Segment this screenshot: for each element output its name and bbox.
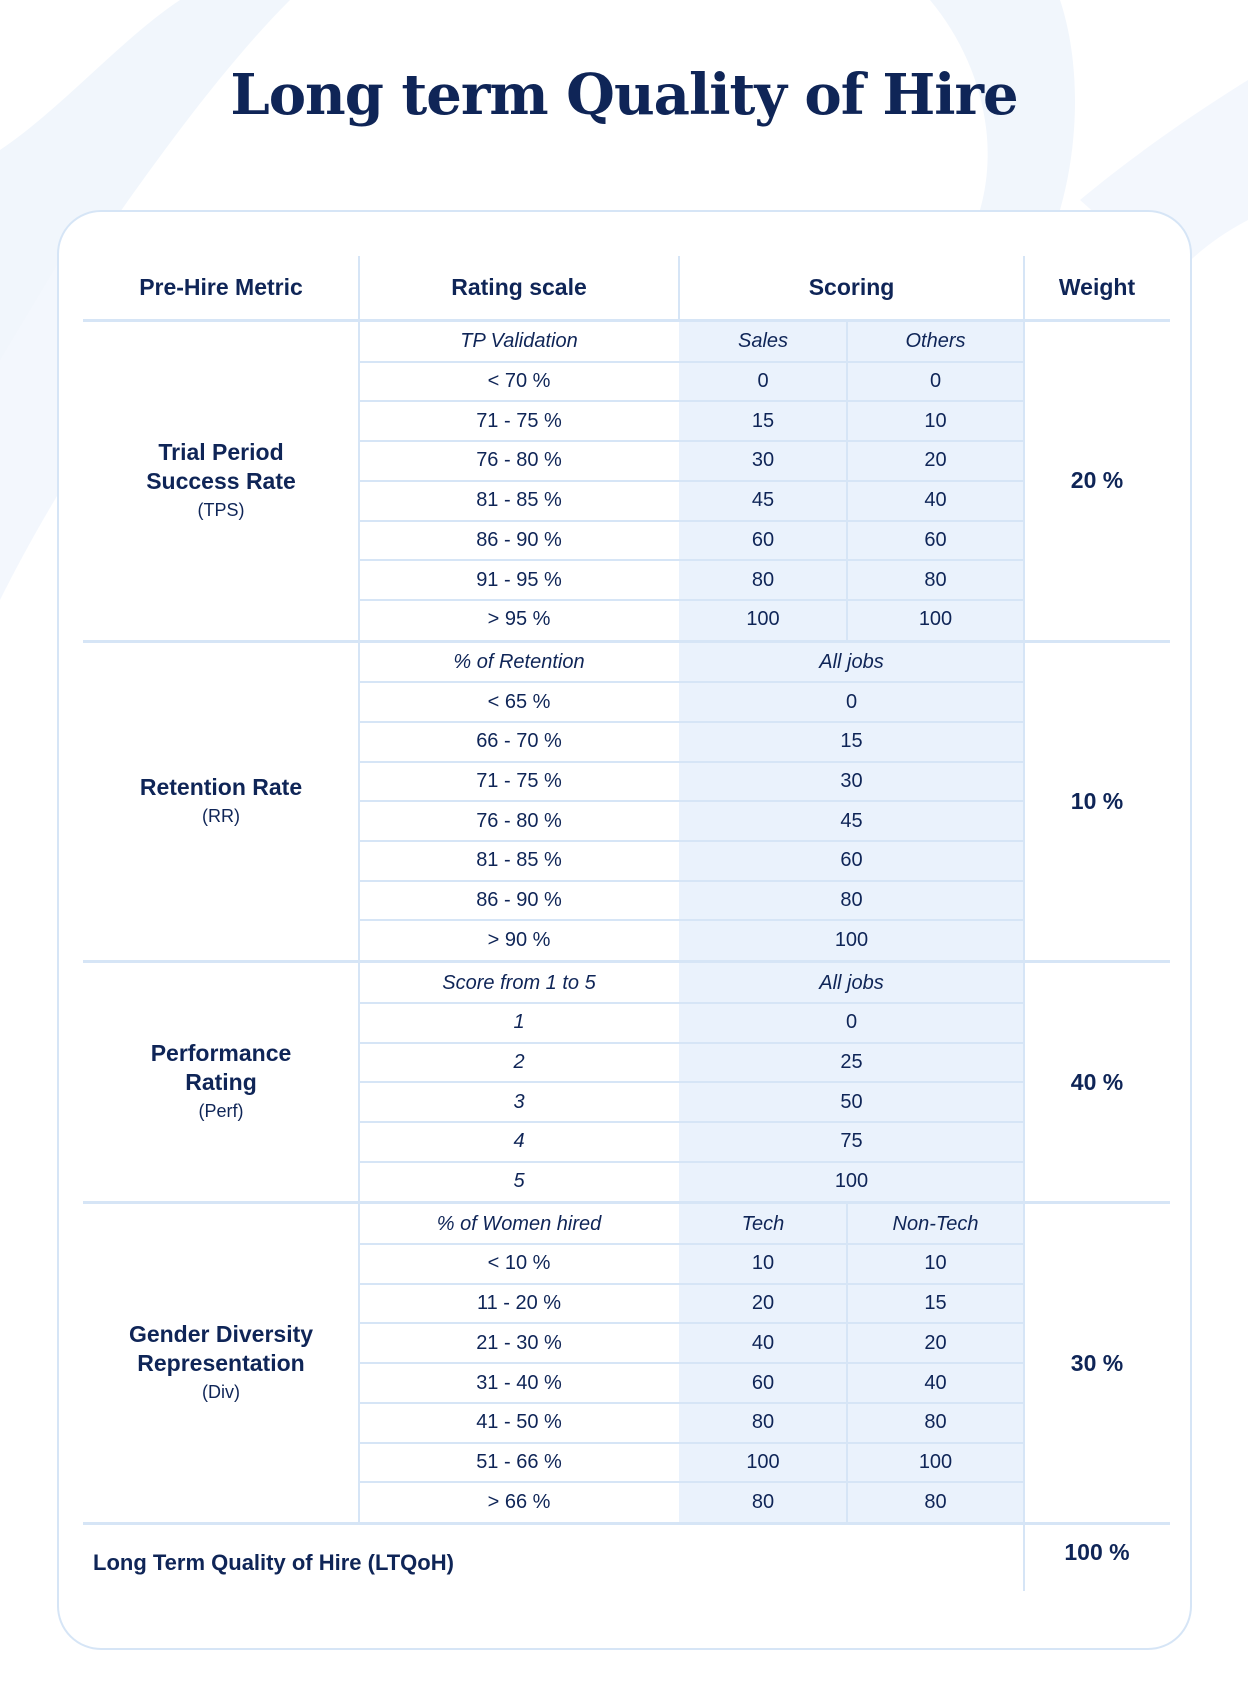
rating-range: 81 - 85 % bbox=[476, 489, 562, 512]
score-value: 0 bbox=[845, 1011, 858, 1034]
score-value: 100 bbox=[834, 1170, 869, 1193]
scoring-column-title: Sales bbox=[737, 330, 789, 353]
metric-label-rr bbox=[83, 643, 359, 961]
table-row bbox=[359, 1244, 1024, 1284]
table-row bbox=[359, 401, 1024, 441]
metric-name-line: Rating bbox=[185, 1069, 257, 1096]
metric-name-line: Trial Period bbox=[158, 438, 284, 465]
score-value: 80 bbox=[751, 1490, 775, 1513]
score-value: 45 bbox=[751, 489, 775, 512]
rating-range: 31 - 40 % bbox=[476, 1371, 562, 1394]
rating-range: 66 - 70 % bbox=[476, 730, 562, 753]
rating-scale-title: Score from 1 to 5 bbox=[442, 971, 596, 994]
score-value: 100 bbox=[918, 1450, 953, 1473]
metric-name-line: Gender Diversity bbox=[128, 1321, 314, 1348]
score-value: 10 bbox=[924, 409, 947, 432]
score-value: 100 bbox=[918, 608, 953, 631]
table-row bbox=[359, 1403, 1024, 1443]
score-value: 100 bbox=[834, 928, 869, 951]
scoring-column-title: All jobs bbox=[819, 971, 884, 994]
rating-range: 11 - 20 % bbox=[476, 1292, 562, 1315]
score-value: 0 bbox=[929, 370, 942, 393]
score-value: 80 bbox=[840, 889, 863, 912]
table-row bbox=[359, 1482, 1024, 1522]
rating-range: 81 - 85 % bbox=[476, 849, 562, 872]
table-row bbox=[359, 682, 1024, 722]
table-row bbox=[359, 600, 1024, 640]
rating-range: 86 - 90 % bbox=[476, 889, 562, 912]
score-value: 15 bbox=[840, 730, 863, 753]
weight-value-div: 30 % bbox=[1070, 1349, 1124, 1376]
score-value: 40 bbox=[751, 1331, 775, 1354]
table-row bbox=[359, 801, 1024, 841]
score-value: 20 bbox=[751, 1292, 775, 1315]
weight-value-perf: 40 % bbox=[1070, 1068, 1124, 1095]
table-row bbox=[359, 1043, 1024, 1083]
score-value: 15 bbox=[924, 1292, 947, 1315]
score-value: 25 bbox=[840, 1050, 863, 1073]
score-value: 80 bbox=[924, 1490, 947, 1513]
subheader-row bbox=[359, 963, 1024, 1003]
metric-name-line: Representation bbox=[137, 1350, 305, 1377]
table-row bbox=[359, 362, 1024, 402]
table-footer bbox=[83, 1525, 1170, 1591]
table-row bbox=[359, 881, 1024, 921]
score-value: 100 bbox=[746, 1450, 780, 1473]
header-rating-scale: Rating scale bbox=[451, 274, 587, 300]
scoring-column-title: Non-Tech bbox=[892, 1212, 979, 1235]
score-value: 50 bbox=[840, 1090, 863, 1113]
rating-scale-title: TP Validation bbox=[460, 330, 578, 353]
rating-range: < 70 % bbox=[487, 370, 551, 393]
rating-range: 1 bbox=[513, 1011, 525, 1034]
score-value: 45 bbox=[840, 809, 863, 832]
table-row bbox=[359, 762, 1024, 802]
rating-range: 86 - 90 % bbox=[476, 528, 562, 551]
score-value: 75 bbox=[840, 1130, 863, 1153]
page-title: Long term Quality of Hire bbox=[230, 62, 1018, 128]
table-row bbox=[359, 441, 1024, 481]
score-value: 100 bbox=[746, 608, 780, 631]
rating-range: 71 - 75 % bbox=[476, 770, 562, 793]
score-value: 20 bbox=[924, 449, 947, 472]
metric-abbreviation: (Perf) bbox=[198, 1101, 244, 1122]
total-label: Long Term Quality of Hire (LTQoH) bbox=[93, 1549, 454, 1575]
subheader-row bbox=[359, 322, 1024, 362]
table-row bbox=[359, 1122, 1024, 1162]
score-value: 0 bbox=[757, 370, 769, 393]
subheader-row bbox=[359, 1204, 1024, 1244]
table-row bbox=[359, 560, 1024, 600]
rating-scale-title: % of Retention bbox=[453, 650, 585, 673]
rating-scale-title: % of Women hired bbox=[436, 1212, 602, 1235]
score-value: 20 bbox=[924, 1331, 947, 1354]
rating-range: 5 bbox=[513, 1170, 525, 1193]
table-row bbox=[359, 1162, 1024, 1202]
section-tps bbox=[83, 322, 1170, 640]
weight-value-tps: 20 % bbox=[1070, 467, 1124, 494]
metric-abbreviation: (RR) bbox=[202, 805, 240, 826]
rating-range: 3 bbox=[513, 1090, 525, 1113]
score-value: 60 bbox=[751, 528, 775, 551]
score-value: 15 bbox=[751, 409, 775, 432]
score-value: 10 bbox=[751, 1252, 775, 1275]
metric-label-div bbox=[83, 1204, 359, 1522]
header-scoring: Scoring bbox=[808, 274, 895, 300]
rating-range: 71 - 75 % bbox=[476, 409, 562, 432]
rating-range: 76 - 80 % bbox=[476, 809, 562, 832]
score-value: 60 bbox=[924, 528, 947, 551]
score-value: 30 bbox=[840, 770, 863, 793]
metric-abbreviation: (Div) bbox=[202, 1382, 240, 1403]
header-weight: Weight bbox=[1058, 274, 1136, 300]
score-value: 30 bbox=[751, 449, 775, 472]
table-row bbox=[359, 841, 1024, 881]
rating-range: > 90 % bbox=[487, 928, 551, 951]
quality-of-hire-table-card bbox=[57, 210, 1192, 1650]
metric-name-line: Performance bbox=[150, 1040, 292, 1067]
table-row bbox=[359, 920, 1024, 960]
weight-value-rr: 10 % bbox=[1070, 787, 1124, 814]
table-header bbox=[83, 256, 1170, 319]
table-row bbox=[359, 1363, 1024, 1403]
score-value: 60 bbox=[751, 1371, 775, 1394]
subheader-row bbox=[359, 643, 1024, 683]
rating-range: > 95 % bbox=[487, 608, 551, 631]
metric-label-tps bbox=[83, 322, 359, 640]
rating-range: < 65 % bbox=[487, 690, 551, 713]
table-row bbox=[359, 1323, 1024, 1363]
table-row bbox=[359, 1284, 1024, 1324]
table-row bbox=[359, 521, 1024, 561]
rating-range: < 10 % bbox=[487, 1252, 551, 1275]
rating-range: 51 - 66 % bbox=[476, 1450, 562, 1473]
score-value: 0 bbox=[845, 690, 858, 713]
score-value: 80 bbox=[924, 568, 947, 591]
scoring-column-title: Others bbox=[905, 330, 966, 353]
rating-range: 41 - 50 % bbox=[476, 1411, 562, 1434]
metric-name-line: Retention Rate bbox=[139, 773, 303, 800]
score-value: 80 bbox=[924, 1411, 947, 1434]
header-metric: Pre-Hire Metric bbox=[139, 274, 303, 300]
metric-abbreviation: (TPS) bbox=[197, 499, 245, 520]
table-row bbox=[359, 1082, 1024, 1122]
table-row bbox=[359, 1003, 1024, 1043]
rating-range: 2 bbox=[513, 1050, 525, 1073]
rating-range: 21 - 30 % bbox=[476, 1331, 562, 1354]
metric-label-perf bbox=[83, 963, 359, 1201]
rating-range: 91 - 95 % bbox=[476, 568, 562, 591]
score-value: 10 bbox=[924, 1252, 947, 1275]
rating-range: > 66 % bbox=[487, 1490, 551, 1513]
score-value: 80 bbox=[751, 1411, 775, 1434]
section-rr bbox=[83, 643, 1170, 961]
scoring-column-title: Tech bbox=[741, 1212, 785, 1235]
table-row bbox=[359, 481, 1024, 521]
rating-range: 76 - 80 % bbox=[476, 449, 562, 472]
table-row bbox=[359, 1443, 1024, 1483]
score-value: 80 bbox=[751, 568, 775, 591]
scoring-column-title: All jobs bbox=[819, 650, 884, 673]
metric-name-line: Success Rate bbox=[146, 467, 296, 494]
score-value: 60 bbox=[840, 849, 863, 872]
score-value: 40 bbox=[924, 489, 947, 512]
total-weight: 100 % bbox=[1064, 1539, 1130, 1566]
section-div bbox=[83, 1204, 1170, 1522]
rating-range: 4 bbox=[513, 1130, 525, 1153]
score-value: 40 bbox=[924, 1371, 947, 1394]
table-row bbox=[359, 722, 1024, 762]
section-perf bbox=[83, 963, 1170, 1201]
scoring-table bbox=[83, 256, 1170, 1591]
